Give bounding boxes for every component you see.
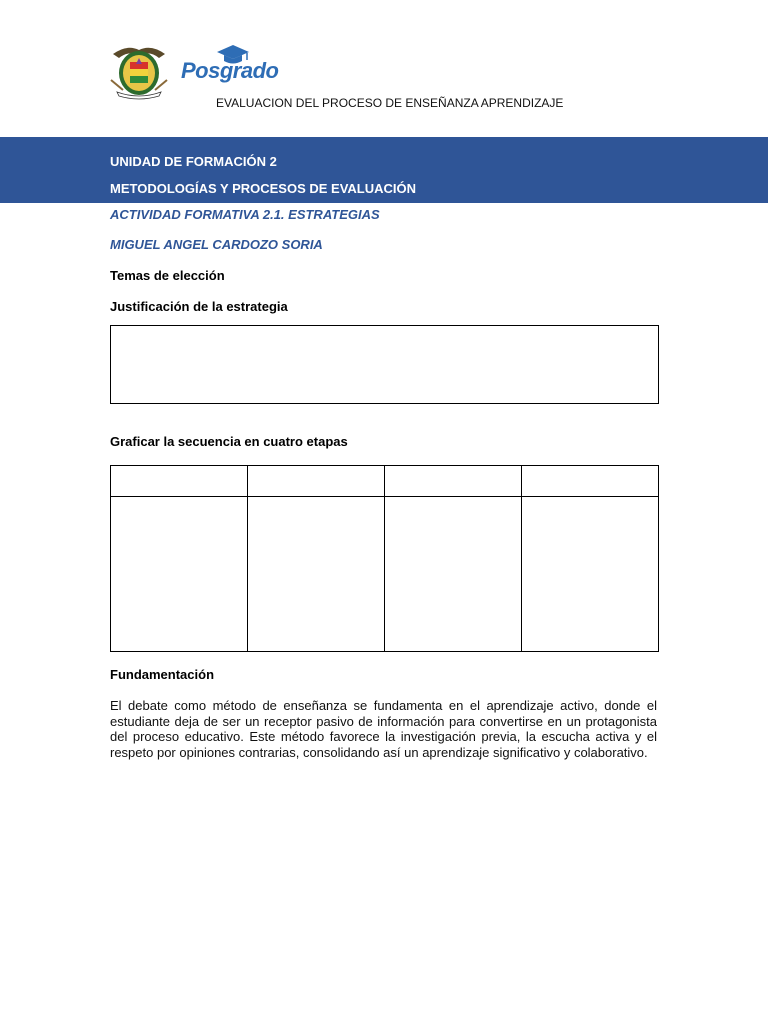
unit-title: METODOLOGÍAS Y PROCESOS DE EVALUACIÓN bbox=[110, 181, 417, 196]
sequence-label: Graficar la secuencia en cuatro etapas bbox=[110, 434, 348, 449]
document-title: EVALUACION DEL PROCESO DE ENSEÑANZA APRENDIZAJE bbox=[216, 96, 564, 110]
activity-title: ACTIVIDAD FORMATIVA 2.1. ESTRATEGIAS bbox=[110, 207, 380, 222]
stage-2-cell[interactable] bbox=[248, 497, 385, 652]
foundation-paragraph: El debate como método de enseñanza se fundamenta en el aprendizaje activo, donde el estudiante deja de ser un receptor pasivo de información para convertirse en un protagonista del proceso educativo. Este método favorece la investigación previa, la escucha activa y el respeto por opiniones contrarias, consolidando así un aprendizaje significativo y colaborativo. bbox=[110, 698, 657, 760]
sequence-table bbox=[110, 465, 659, 652]
stage-4-cell[interactable] bbox=[522, 497, 659, 652]
stage-3-header-cell[interactable] bbox=[385, 466, 522, 497]
stage-2-header-cell[interactable] bbox=[248, 466, 385, 497]
table-row bbox=[111, 497, 659, 652]
unit-label: UNIDAD DE FORMACIÓN 2 bbox=[110, 154, 277, 169]
stage-1-header-cell[interactable] bbox=[111, 466, 248, 497]
topics-label: Temas de elección bbox=[110, 268, 225, 283]
author-name: MIGUEL ANGEL CARDOZO SORIA bbox=[110, 237, 323, 252]
stage-1-cell[interactable] bbox=[111, 497, 248, 652]
institution-seal-icon bbox=[109, 40, 169, 100]
unit-banner bbox=[0, 137, 768, 203]
brand-logo bbox=[181, 44, 291, 88]
brand-name: Posgrado bbox=[181, 58, 279, 83]
table-header-row bbox=[111, 466, 659, 497]
stage-4-header-cell[interactable] bbox=[522, 466, 659, 497]
stage-3-cell[interactable] bbox=[385, 497, 522, 652]
justification-label: Justificación de la estrategia bbox=[110, 299, 288, 314]
document-header bbox=[0, 0, 768, 137]
justification-field[interactable] bbox=[110, 325, 659, 404]
foundation-label: Fundamentación bbox=[110, 667, 215, 682]
